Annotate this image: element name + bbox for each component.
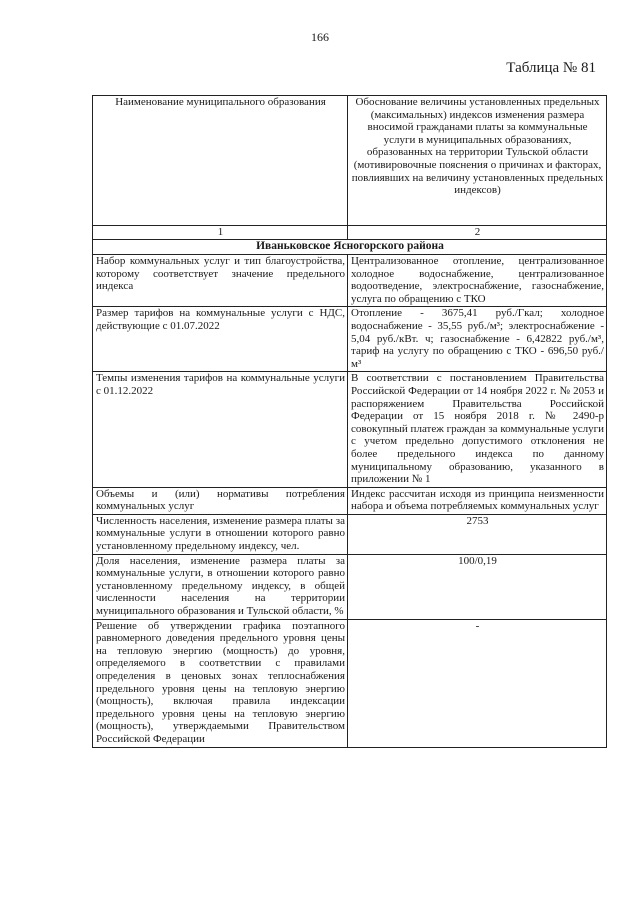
section-title: Иваньковское Ясногорского района [93,240,607,255]
table-row [93,372,607,487]
column-number-1: 1 [93,226,348,240]
tariff-table [92,95,607,748]
row-label: Объемы и (или) нормативы потребления коммунальных услуг [93,487,348,514]
row-label: Набор коммунальных услуг и тип благоустройства, которому соответствует значение предельного индекса [93,255,348,307]
column-number-2: 2 [348,226,607,240]
table-row [93,554,607,619]
row-label: Численность населения, изменение размера платы за коммунальные услуги в отношении которого равно установленному предельному индексу, чел. [93,514,348,554]
header-justification: Обоснование величины установленных предельных (максимальных) индексов изменения размера вносимой гражданами платы за коммунальные услуги в муниципальных образованиях, образованных на территории Тульской области (мотивировочные пояснения о причинах и факторах, повлиявших на величину установленных предельных индексов) [348,96,607,226]
row-label: Размер тарифов на коммунальные услуги с НДС, действующие с 01.07.2022 [93,307,348,372]
table-header-row [93,96,607,226]
header-municipality: Наименование муниципального образования [93,96,348,226]
page-number: 166 [311,30,329,44]
table-row [93,514,607,554]
row-value: В соответствии с постановлением Правительства Российской Федерации от 14 ноября 2022 г. № 2053 и распоряжением Правительства Российской Федерации от 15 ноября 2018 г. № 2490-р совокупный платеж граждан за коммунальные услуги с учетом предельно допустимого отклонения не более предельного индекса по данному муниципальному образованию, указанного в приложении № 1 [348,372,607,487]
table-row [93,487,607,514]
row-value: - [348,619,607,747]
row-value: 2753 [348,514,607,554]
table-row [93,255,607,307]
row-value: 100/0,19 [348,554,607,619]
row-label: Решение об утверждении графика поэтапного равномерного доведения предельного уровня цены на тепловую энергию (мощность) до уровня, определяемого в соответствии с правилами определения в ценовых зонах теплоснабжения предельного уровня цены на тепловую энергию (мощность), включая правила индексации предельного уровня цены на тепловую энергию (мощность), утверждаемыми Правительством Российской Федерации [93,619,348,747]
table-caption: Таблица № 81 [506,60,596,76]
row-value: Отопление - 3675,41 руб./Гкал; холодное водоснабжение - 35,55 руб./м³; электроснабжение - 5,04 руб./кВт. ч; газоснабжение - 6,42822 руб./м³, тариф на услугу по обращению с ТКО - 696,50 руб./м³ [348,307,607,372]
table-row [93,307,607,372]
section-row [93,240,607,255]
row-label: Доля населения, изменение размера платы за коммунальные услуги, в отношении которого равно установленному предельному индексу, в общей численности населения на территории муниципального образования и Тульской области, % [93,554,348,619]
row-value: Индекс рассчитан исходя из принципа неизменности набора и объема потребляемых коммунальных услуг [348,487,607,514]
row-label: Темпы изменения тарифов на коммунальные услуги с 01.12.2022 [93,372,348,487]
column-number-row [93,226,607,240]
table-row [93,619,607,747]
row-value: Централизованное отопление, централизованное холодное водоснабжение, централизованное водоотведение, электроснабжение, газоснабжение, услуга по обращению с ТКО [348,255,607,307]
